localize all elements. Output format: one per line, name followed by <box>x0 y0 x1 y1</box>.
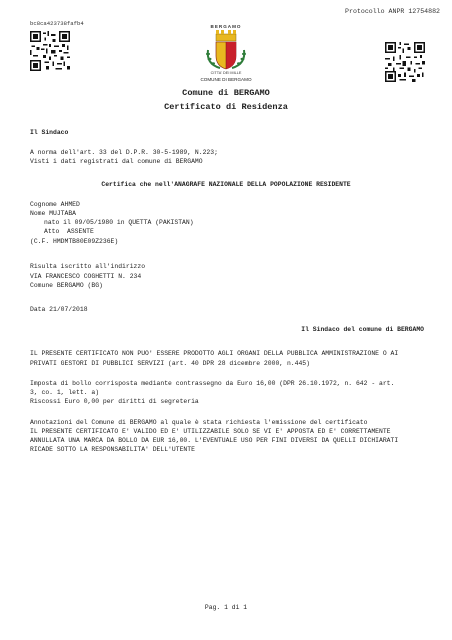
comune-title: Comune di BERGAMO <box>182 88 270 98</box>
stamp-line-3: Riscossi Euro 0,00 per diritti di segreteria <box>30 398 199 405</box>
sindaco-label: Il Sindaco <box>30 129 69 136</box>
address-intro: Risulta iscritto all'indirizzo <box>30 263 146 270</box>
qr-code-right <box>385 42 425 87</box>
address-street: VIA FRANCESCO COGHETTI N. 234 <box>30 273 142 280</box>
emblem-motto: CITTA' DEI MILLE <box>210 71 242 75</box>
stamp-line-1: Imposta di bollo corrisposta mediante contrassegno da Euro 16,00 (DPR 26.10.1972, n. 642 - art. <box>30 380 395 387</box>
notice-line-2: PRIVATI GESTORI DI PUBBLICI SERVIZI (art. 40 DPR 28 dicembre 2000, n.445) <box>30 360 310 367</box>
document-code: bc8ca423738fafb4 <box>30 20 84 27</box>
emblem-caption: COMUNE DI BERGAMO <box>200 77 252 82</box>
notice-line-1: IL PRESENTE CERTIFICATO NON PUO' ESSERE PRODOTTO AGLI ORGANI DELLA PUBBLICA AMMINISTRAZIONE O AI <box>30 350 399 357</box>
person-name: Nome MUJTABA <box>30 210 77 217</box>
certificate-title: Certificato di Residenza <box>164 102 288 112</box>
address-comune: Comune BERGAMO (BG) <box>30 282 103 289</box>
person-tax-code: (C.F. HMDMTB80E09Z236E) <box>30 238 119 245</box>
annotations-line-1: Annotazioni del Comune di BERGAMO al quale è stata richiesta l'emissione del certificato <box>30 419 368 426</box>
annotations-line-2: IL PRESENTE CERTIFICATO E' VALIDO ED E' UTILIZZABILE SOLO SE VI E' APPOSTA ED E' CORRETTAMENTE <box>30 428 391 435</box>
person-birth: nato il 09/05/1980 in QUETTA (PAKISTAN) <box>44 219 194 226</box>
annotations-line-4: RICADE SOTTO LA RESPONSABILITA' DELL'UTENTE <box>30 446 195 453</box>
qr-code-left <box>30 31 70 76</box>
person-act: Atto ASSENTE <box>44 228 94 235</box>
certifica-heading: Certifica che nell'ANAGRAFE NAZIONALE DELLA POPOLAZIONE RESIDENTE <box>101 181 351 188</box>
issue-date: Data 21/07/2018 <box>30 306 88 313</box>
annotations-line-3: ANNULLATA UNA MARCA DA BOLLO DA EUR 16,00. L'EVENTUALE USO PER FINI DIVERSI DA QUELLI DICHIARATI <box>30 437 399 444</box>
city-emblem <box>196 24 256 82</box>
emblem-top-text: BERGAMO <box>210 24 242 29</box>
bergamo-crest-icon <box>196 24 256 72</box>
preamble-line-1: A norma dell'art. 33 del D.P.R. 30-5-1989, N.223; <box>30 149 218 156</box>
stamp-line-2: 3, co. 1, lett. a) <box>30 389 100 396</box>
preamble-line-2: Visti i dati registrati dal comune di BERGAMO <box>30 158 203 165</box>
person-surname: Cognome AHMED <box>30 201 80 208</box>
protocol-number: Protocollo ANPR 12754882 <box>345 8 440 15</box>
signature-line: Il Sindaco del comune di BERGAMO <box>301 326 424 333</box>
page-number: Pag. 1 di 1 <box>204 604 248 611</box>
